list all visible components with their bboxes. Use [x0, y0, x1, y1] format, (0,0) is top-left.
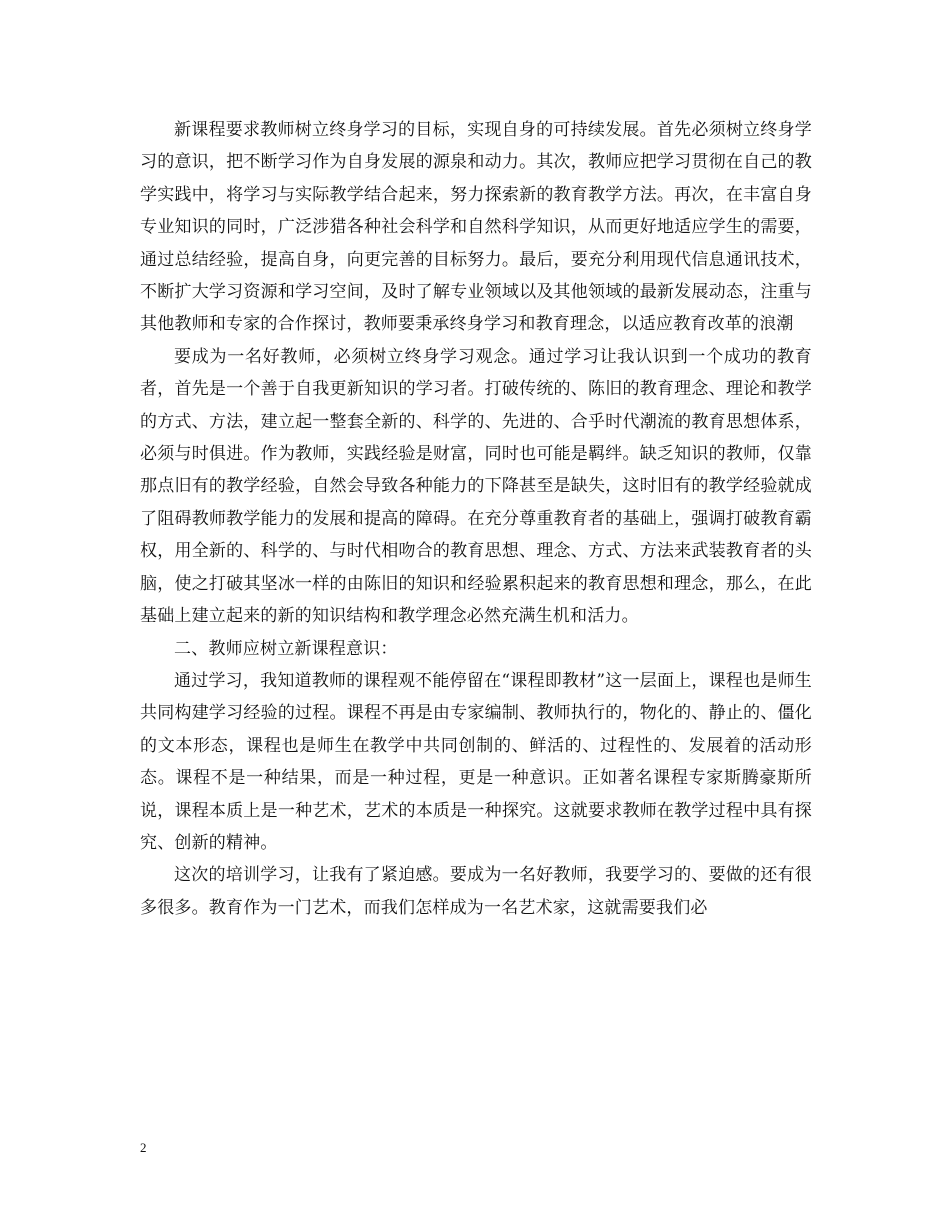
paragraph-training-urgency: 这次的培训学习，让我有了紧迫感。要成为一名好教师，我要学习的、要做的还有很多很多。教育作为一门艺术，而我们怎样成为一名艺术家，这就需要我们必 [140, 865, 812, 918]
page-number: 2 [140, 1140, 147, 1155]
paragraph-curriculum-view: 通过学习，我知道教师的课程观不能停留在“课程即教材”这一层面上，课程也是师生共同构建学习经验的过程。课程不再是由专家编制、教师执行的，物化的、静止的、僵化的文本形态，课程也是师生在教学中共同创制的、鲜活的、过程性的、发展着的活动形态。课程不是一种结果，而是一种过程，更是一种意识。正如著名课程专家斯腾豪斯所说，课程本质上是一种艺术，艺术的本质是一种探究。这就要求教师在教学过程中具有探究、创新的精神。 [140, 670, 812, 853]
paragraph-lifelong-learning-goal: 新课程要求教师树立终身学习的目标，实现自身的可持续发展。首先必须树立终身学习的意识，把不断学习作为自身发展的源泉和动力。其次，教师应把学习贯彻在自己的教学实践中，将学习与实际教学结合起来，努力探索新的教育教学方法。再次，在丰富自身专业知识的同时，广泛涉猎各种社会科学和自然科学知识，从而更好地适应学生的需要，通过总结经验，提高自身，向更完善的目标努力。最后，要充分利用现代信息通讯技术，不断扩大学习资源和学习空间，及时了解专业领域以及其他领域的最新发展动态，注重与其他教师和专家的合作探讨，教师要秉承终身学习和教育理念，以适应教育改革的浪潮 [140, 120, 812, 335]
body-text [140, 114, 812, 924]
paragraph-good-teacher-concept: 要成为一名好教师，必须树立终身学习观念。通过学习让我认识到一个成功的教育者，首先是一个善于自我更新知识的学习者。打破传统的、陈旧的教育理念、理论和教学的方式、方法，建立起一整套全新的、科学的、先进的、合乎时代潮流的教育思想体系，必须与时俱进。作为教师，实践经验是财富，同时也可能是羁绊。缺乏知识的教师，仅靠那点旧有的教学经验，自然会导致各种能力的下降甚至是缺失，这时旧有的教学经验就成了阻碍教师教学能力的发展和提高的障碍。在充分尊重教育者的基础上，强调打破教育霸权，用全新的、科学的、与时代相吻合的教育思想、理念、方式、方法来武装教育者的头脑，使之打破其坚冰一样的由陈旧的知识和经验累积起来的教育思想和理念，那么，在此基础上建立起来的新的知识结构和教学理念必然充满生机和活力。 [140, 346, 812, 627]
section-heading-new-curriculum: 二、教师应树立新课程意识： [174, 638, 398, 659]
